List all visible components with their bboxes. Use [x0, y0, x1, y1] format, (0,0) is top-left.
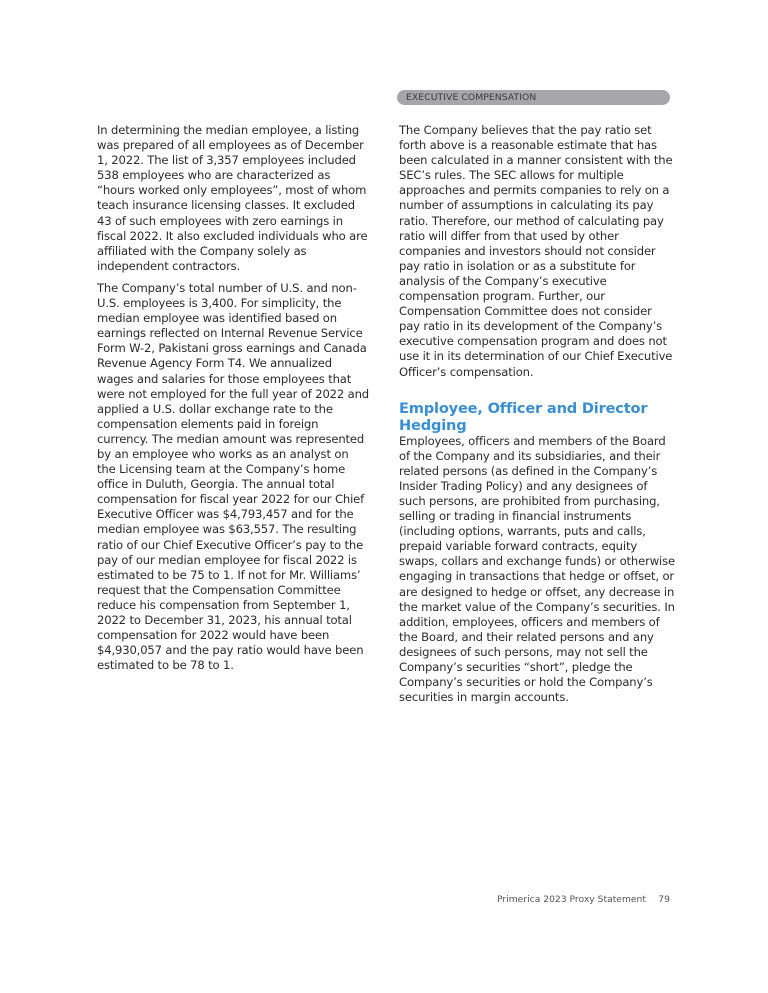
right-column — [399, 123, 675, 712]
left-column — [97, 123, 369, 680]
page-number: 79 — [658, 894, 670, 905]
paragraph-hedging-policy: Employees, officers and members of the Board of the Company and its subsidiaries, and their related persons (as defined in the Company’s Insider Trading Policy) and any designees of such persons, are prohibited from purchasing, selling or trading in financial instruments (including options, warrants, puts and calls, prepaid variable forward contracts, equity swaps, collars and exchange funds) or otherwise engaging in transactions that hedge or offset, or are designed to hedge or offset, any decrease in the market value of the Company’s securities. In addition, employees, officers and members of the Board, and their related persons and any designees of such persons, may not sell the Company’s securities “short”, pledge the Company’s securities or hold the Company’s securities in margin accounts. — [399, 433, 675, 705]
section-header-bar — [397, 90, 670, 105]
page-footer — [497, 894, 670, 905]
footer-document-title: Primerica 2023 Proxy Statement — [497, 894, 646, 905]
hedging-section-heading: Employee, Officer and Director Hedging — [399, 399, 648, 434]
section-label: EXECUTIVE COMPENSATION — [406, 92, 537, 103]
paragraph-median-employee-listing: In determining the median employee, a listing was prepared of all employees as of December 1, 2022. The list of 3,357 employees included 538 employees who are characterized as “hours worked only employees”, most of whom teach insurance licensing classes. It excluded 43 of such employees with zero earnings in fiscal 2022. It also excluded individuals who are affiliated with the Company solely as independent contractors. — [97, 123, 368, 273]
paragraph-pay-ratio-calculation: The Company’s total number of U.S. and non-U.S. employees is 3,400. For simplicity, the median employee was identified based on earnings reflected on Internal Revenue Service Form W-2, Pakistani gross earnings and Canada Revenue Agency Form T4. We annualized wages and salaries for those employees that were not employed for the full year of 2022 and applied a U.S. dollar exchange rate to the compensation elements paid in foreign currency. The median amount was represented by an employee who works as an analyst on the Licensing team at the Company’s home office in Duluth, Georgia. The annual total compensation for fiscal year 2022 for our Chief Executive Officer was $4,793,457 and for the median employee was $63,557. The resulting ratio of our Chief Executive Officer’s pay to the pay of our median employee for fiscal 2022 is estimated to be 75 to 1. If not for Mr. Williams’ request that the Compensation Committee reduce his compensation from September 1, 2022 to December 31, 2023, his annual total compensation for 2022 would have been $4,930,057 and the pay ratio would have been estimated to be 78 to 1. — [97, 280, 370, 673]
paragraph-pay-ratio-estimate: The Company believes that the pay ratio set forth above is a reasonable estimate that has been calculated in a manner consistent with the SEC’s rules. The SEC allows for multiple approaches and permits companies to rely on a number of assumptions in calculating its pay ratio. Therefore, our method of calculating pay ratio will differ from that used by other companies and investors should not consider pay ratio in isolation or as a substitute for analysis of the Company’s executive compensation program. Further, our Compensation Committee does not consider pay ratio in its development of the Company’s executive compensation program and does not use it in its determination of our Chief Executive Officer’s compensation. — [399, 123, 673, 379]
